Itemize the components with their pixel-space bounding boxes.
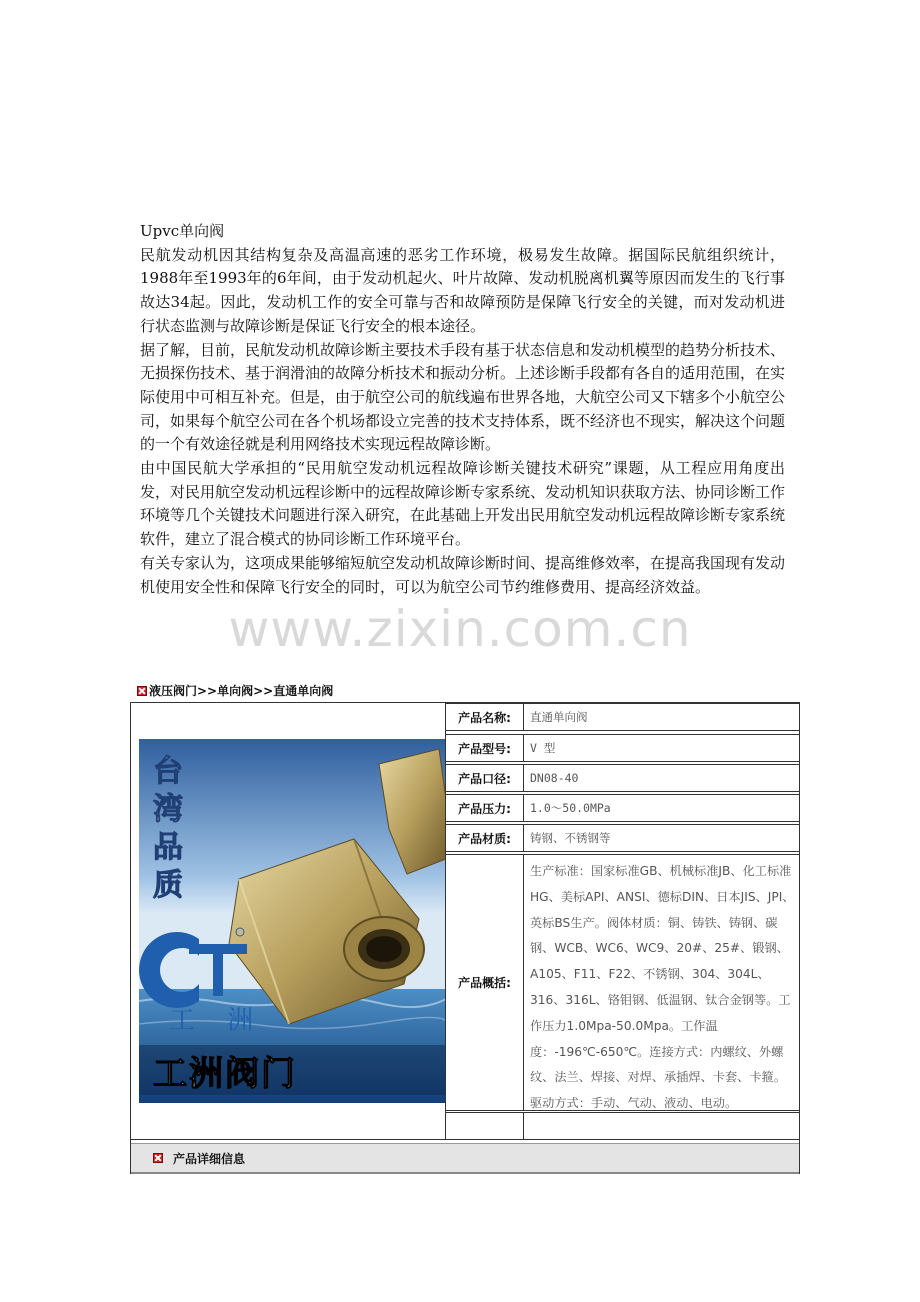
watermark: www.zixin.com.cn — [228, 600, 692, 658]
article-paragraph-3: 由中国民航大学承担的“民用航空发动机远程故障诊断关键技术研究”课题，从工程应用角度出发，对民用航空发动机远程诊断中的远程故障诊断专家系统、发动机知识获取方法、协同诊断工作环境等几个关键技术问题进行深入研究，在此基础上开发出民用航空发动机远程故障诊断专家系统软件，建立了混合模式的协同诊断工作环境平台。 — [140, 459, 786, 549]
detail-header-title: 产品详细信息 — [173, 1151, 246, 1166]
spec-row-empty — [446, 1112, 799, 1140]
spec-row-material — [446, 824, 799, 852]
spec-value-pressure: 1.0～50.0MPa — [530, 801, 611, 815]
spec-label-name: 产品名称: — [446, 704, 524, 730]
spec-label-material: 产品材质: — [446, 825, 524, 851]
spec-value-model: V 型 — [530, 741, 556, 755]
product-frame — [130, 702, 800, 1174]
spec-row-model — [446, 734, 799, 762]
photo-vertical-char-2: 湾 — [153, 792, 183, 827]
photo-vertical-char-4: 质 — [153, 868, 183, 903]
article-paragraph-4: 有关专家认为，这项成果能够缩短航空发动机故障诊断时间、提高维修效率，在提高我国现有发动机使用安全性和保障飞行安全的同时，可以为航空公司节约维修费用、提高经济效益。 — [140, 553, 786, 596]
photo-banner-text: 工洲阀门 — [153, 1054, 297, 1094]
photo-logo-text: 工 洲 — [169, 1006, 266, 1036]
product-photo-svg — [139, 739, 446, 1103]
spec-value-diameter: DN08-40 — [530, 771, 579, 785]
spec-label-summary: 产品概括: — [446, 855, 524, 1110]
spec-label-empty — [446, 1113, 524, 1139]
spec-label-model: 产品型号: — [446, 735, 524, 761]
product-photo — [139, 739, 446, 1103]
spec-row-name — [446, 703, 799, 731]
red-bullet-icon — [153, 1153, 163, 1163]
spec-label-pressure: 产品压力: — [446, 795, 524, 821]
spec-row-diameter — [446, 764, 799, 792]
red-bullet-icon — [137, 686, 147, 696]
spec-row-pressure — [446, 794, 799, 822]
frame-separator — [131, 1139, 799, 1140]
article-paragraph-1: 民航发动机因其结构复杂及高温高速的恶劣工作环境，极易发生故障。据国际民航组织统计，1988年至1993年的6年间，由于发动机起火、叶片故障、发动机脱离机翼等原因而发生的飞行事故达34起。因此，发动机工作的安全可靠与否和故障预防是保障飞行安全的关键，而对发动机进行状态监测与故障诊断是保证飞行安全的根本途径。 — [140, 245, 785, 335]
spec-value-name: 直通单向阀 — [530, 710, 588, 724]
detail-header — [131, 1143, 799, 1174]
photo-vertical-char-3: 品 — [153, 830, 183, 865]
spec-value-material: 铸钢、不锈钢等 — [530, 831, 611, 845]
spec-label-diameter: 产品口径: — [446, 765, 524, 791]
photo-vertical-char-1: 台 — [153, 754, 183, 789]
article-paragraph-2: 据了解，目前，民航发动机故障诊断主要技术手段有基于状态信息和发动机模型的趋势分析技术、无损探伤技术、基于润滑油的故障分析技术和振动分析。上述诊断手段都有各自的适用范围，在实际使用中可相互补充。但是，由于航空公司的航线遍布世界各地，大航空公司又下辖多个小航空公司，如果每个航空公司在各个机场都设立完善的技术支持体系，既不经济也不现实，解决这个问题的一个有效途径就是利用网络技术实现远程故障诊断。 — [140, 340, 786, 454]
spec-value-summary: 生产标准：国家标准GB、机械标准JB、化工标准HG、美标API、ANSI、德标DIN、日本JIS、JPI、英标BS生产。阀体材质：铜、铸铁、铸钢、碳钢、WCB、WC6、WC9、20#、25#、锻钢、A105、F11、F22、不锈钢、304、304L、316、316L、铬钼钢、低温钢、钛合金钢等。工作压力1.0Mpa-50.0Mpa。工作温度：-196℃-650℃。连接方式：内螺纹、外螺纹、法兰、焊接、对焊、承插焊、卡套、卡箍。驱动方式：手动、气动、液动、电动。 — [530, 864, 795, 1111]
spec-row-summary — [446, 854, 799, 1111]
article — [140, 220, 785, 599]
article-title: Upvc单向阀 — [140, 222, 225, 240]
breadcrumb-text[interactable]: 液压阀门>>单向阀>>直通单向阀 — [149, 684, 334, 698]
breadcrumb — [137, 682, 333, 699]
